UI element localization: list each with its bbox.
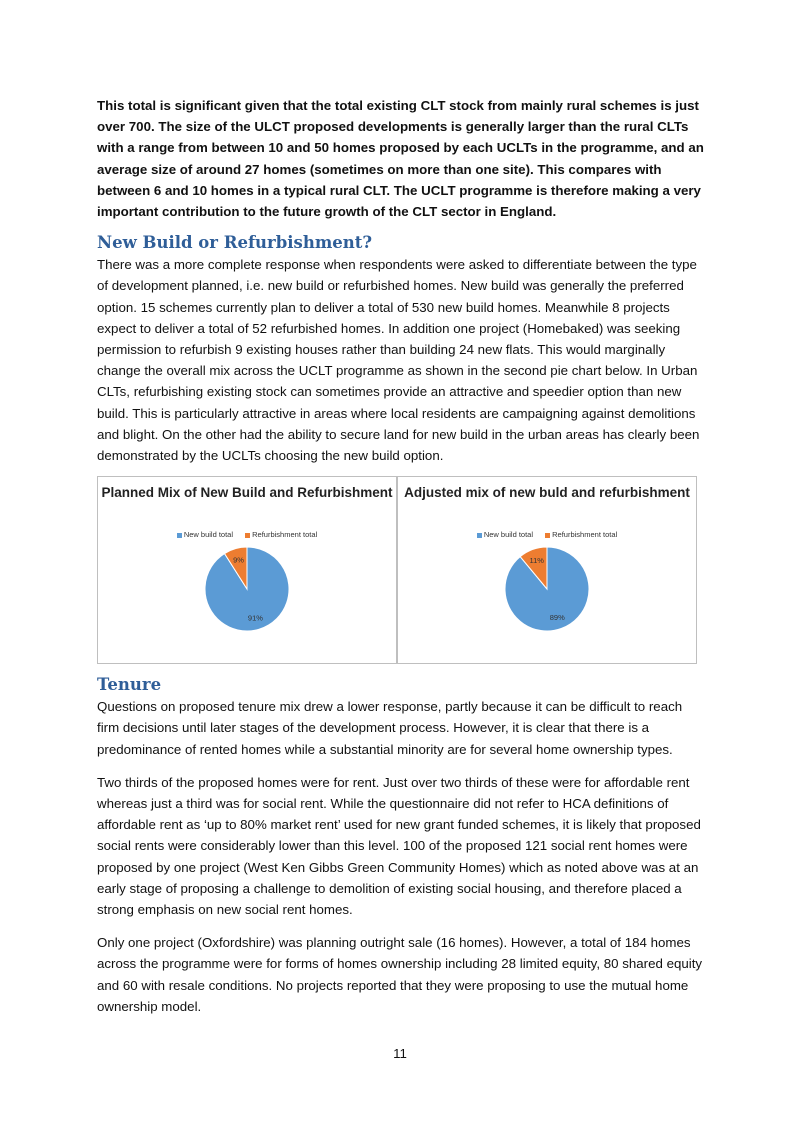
chart-planned-mix bbox=[97, 476, 397, 664]
chart-legend bbox=[98, 530, 396, 539]
intro-paragraph: This total is significant given that the total existing CLT stock from mainly rural schemes is just over 700. The size of the ULCT proposed developments is generally larger than the rural CLTs with a range from between 10 and 50 homes proposed by each UCLTs in the programme, and an average size of around 27 homes (sometimes on more than one site). This compares with between 6 and 10 homes in a typical rural CLT. The UCLT programme is therefore making a very important contribution to the future growth of the CLT sector in England. bbox=[97, 98, 704, 220]
legend-item bbox=[477, 530, 533, 539]
legend-label: Refurbishment total bbox=[552, 530, 618, 540]
tenure-paragraph-1: Questions on proposed tenure mix drew a lower response, partly because it can be difficult to reach firm decisions until later stages of the development process. However, it is clear that there is a predominance of rented homes while a substantial minority are for several home ownership types. bbox=[97, 699, 683, 757]
page-number: 11 bbox=[393, 1046, 407, 1061]
pie-chart bbox=[98, 547, 396, 657]
legend-label: Refurbishment total bbox=[252, 530, 318, 540]
pie-data-label: 89% bbox=[549, 613, 565, 623]
pie-data-label: 91% bbox=[247, 613, 263, 623]
heading-tenure: Tenure bbox=[97, 675, 162, 695]
chart-title: Planned Mix of New Build and Refurbishment bbox=[101, 485, 393, 501]
charts-row bbox=[97, 476, 705, 664]
heading-new-build: New Build or Refurbishment? bbox=[97, 233, 373, 253]
legend-swatch bbox=[477, 533, 482, 538]
tenure-paragraph-3: Only one project (Oxfordshire) was planning outright sale (16 homes). However, a total of 184 homes across the programme were for forms of homes ownership including 28 limited equity, 80 shared equity and 60 with resale conditions. No projects reported that they were proposing to use the mutual home ownership model. bbox=[97, 935, 703, 1014]
tenure-paragraph-2: Two thirds of the proposed homes were for rent. Just over two thirds of these were for affordable rent whereas just a third was for social rent. While the questionnaire did not refer to HCA definitions of affordable rent as ‘up to 80% market rent’ used for new grant funded schemes, it is likely that proposed social rents were considerably lower than this level. 100 of the proposed 121 social rent homes were proposed by one project (West Ken Gibbs Green Community Homes) which as noted above was at an early stage of proposing a challenge to demolition of existing social housing, and therefore placed a strong emphasis on new social rent homes. bbox=[97, 774, 701, 918]
legend-item bbox=[545, 530, 617, 539]
legend-item bbox=[245, 530, 317, 539]
legend-swatch bbox=[177, 533, 182, 538]
pie-chart bbox=[398, 547, 696, 657]
pie-data-label: 9% bbox=[233, 555, 244, 565]
chart-title: Adjusted mix of new buld and refurbishment bbox=[404, 485, 690, 501]
legend-item bbox=[177, 530, 233, 539]
chart-adjusted-mix bbox=[397, 476, 697, 664]
legend-swatch bbox=[245, 533, 250, 538]
legend-label: New build total bbox=[183, 530, 234, 540]
legend-label: New build total bbox=[483, 530, 534, 540]
legend-swatch bbox=[545, 533, 550, 538]
chart-legend bbox=[398, 530, 696, 539]
new-build-paragraph: There was a more complete response when respondents were asked to differentiate between the type of development planned, i.e. new build or refurbished homes. New build was generally the preferred option. 15 schemes currently plan to deliver a total of 530 new build homes. Meanwhile 8 projects expect to deliver a total of 52 refurbished homes. In addition one project (Homebaked) was seeking permission to refurbish 9 existing houses rather than building 24 new flats. This would marginally change the overall mix across the UCLT programme as shown in the second pie chart below. In Urban CLTs, refurbishing existing stock can sometimes provide an attractive and speedier option than new build. This is particularly attractive in areas where local residents are campaigning against demolitions and blight. On the other had the ability to secure land for new build in the urban areas has clearly been demonstrated by the UCLTs choosing the new build option. bbox=[97, 257, 700, 464]
document-page bbox=[97, 95, 705, 1017]
pie-data-label: 11% bbox=[529, 556, 544, 566]
